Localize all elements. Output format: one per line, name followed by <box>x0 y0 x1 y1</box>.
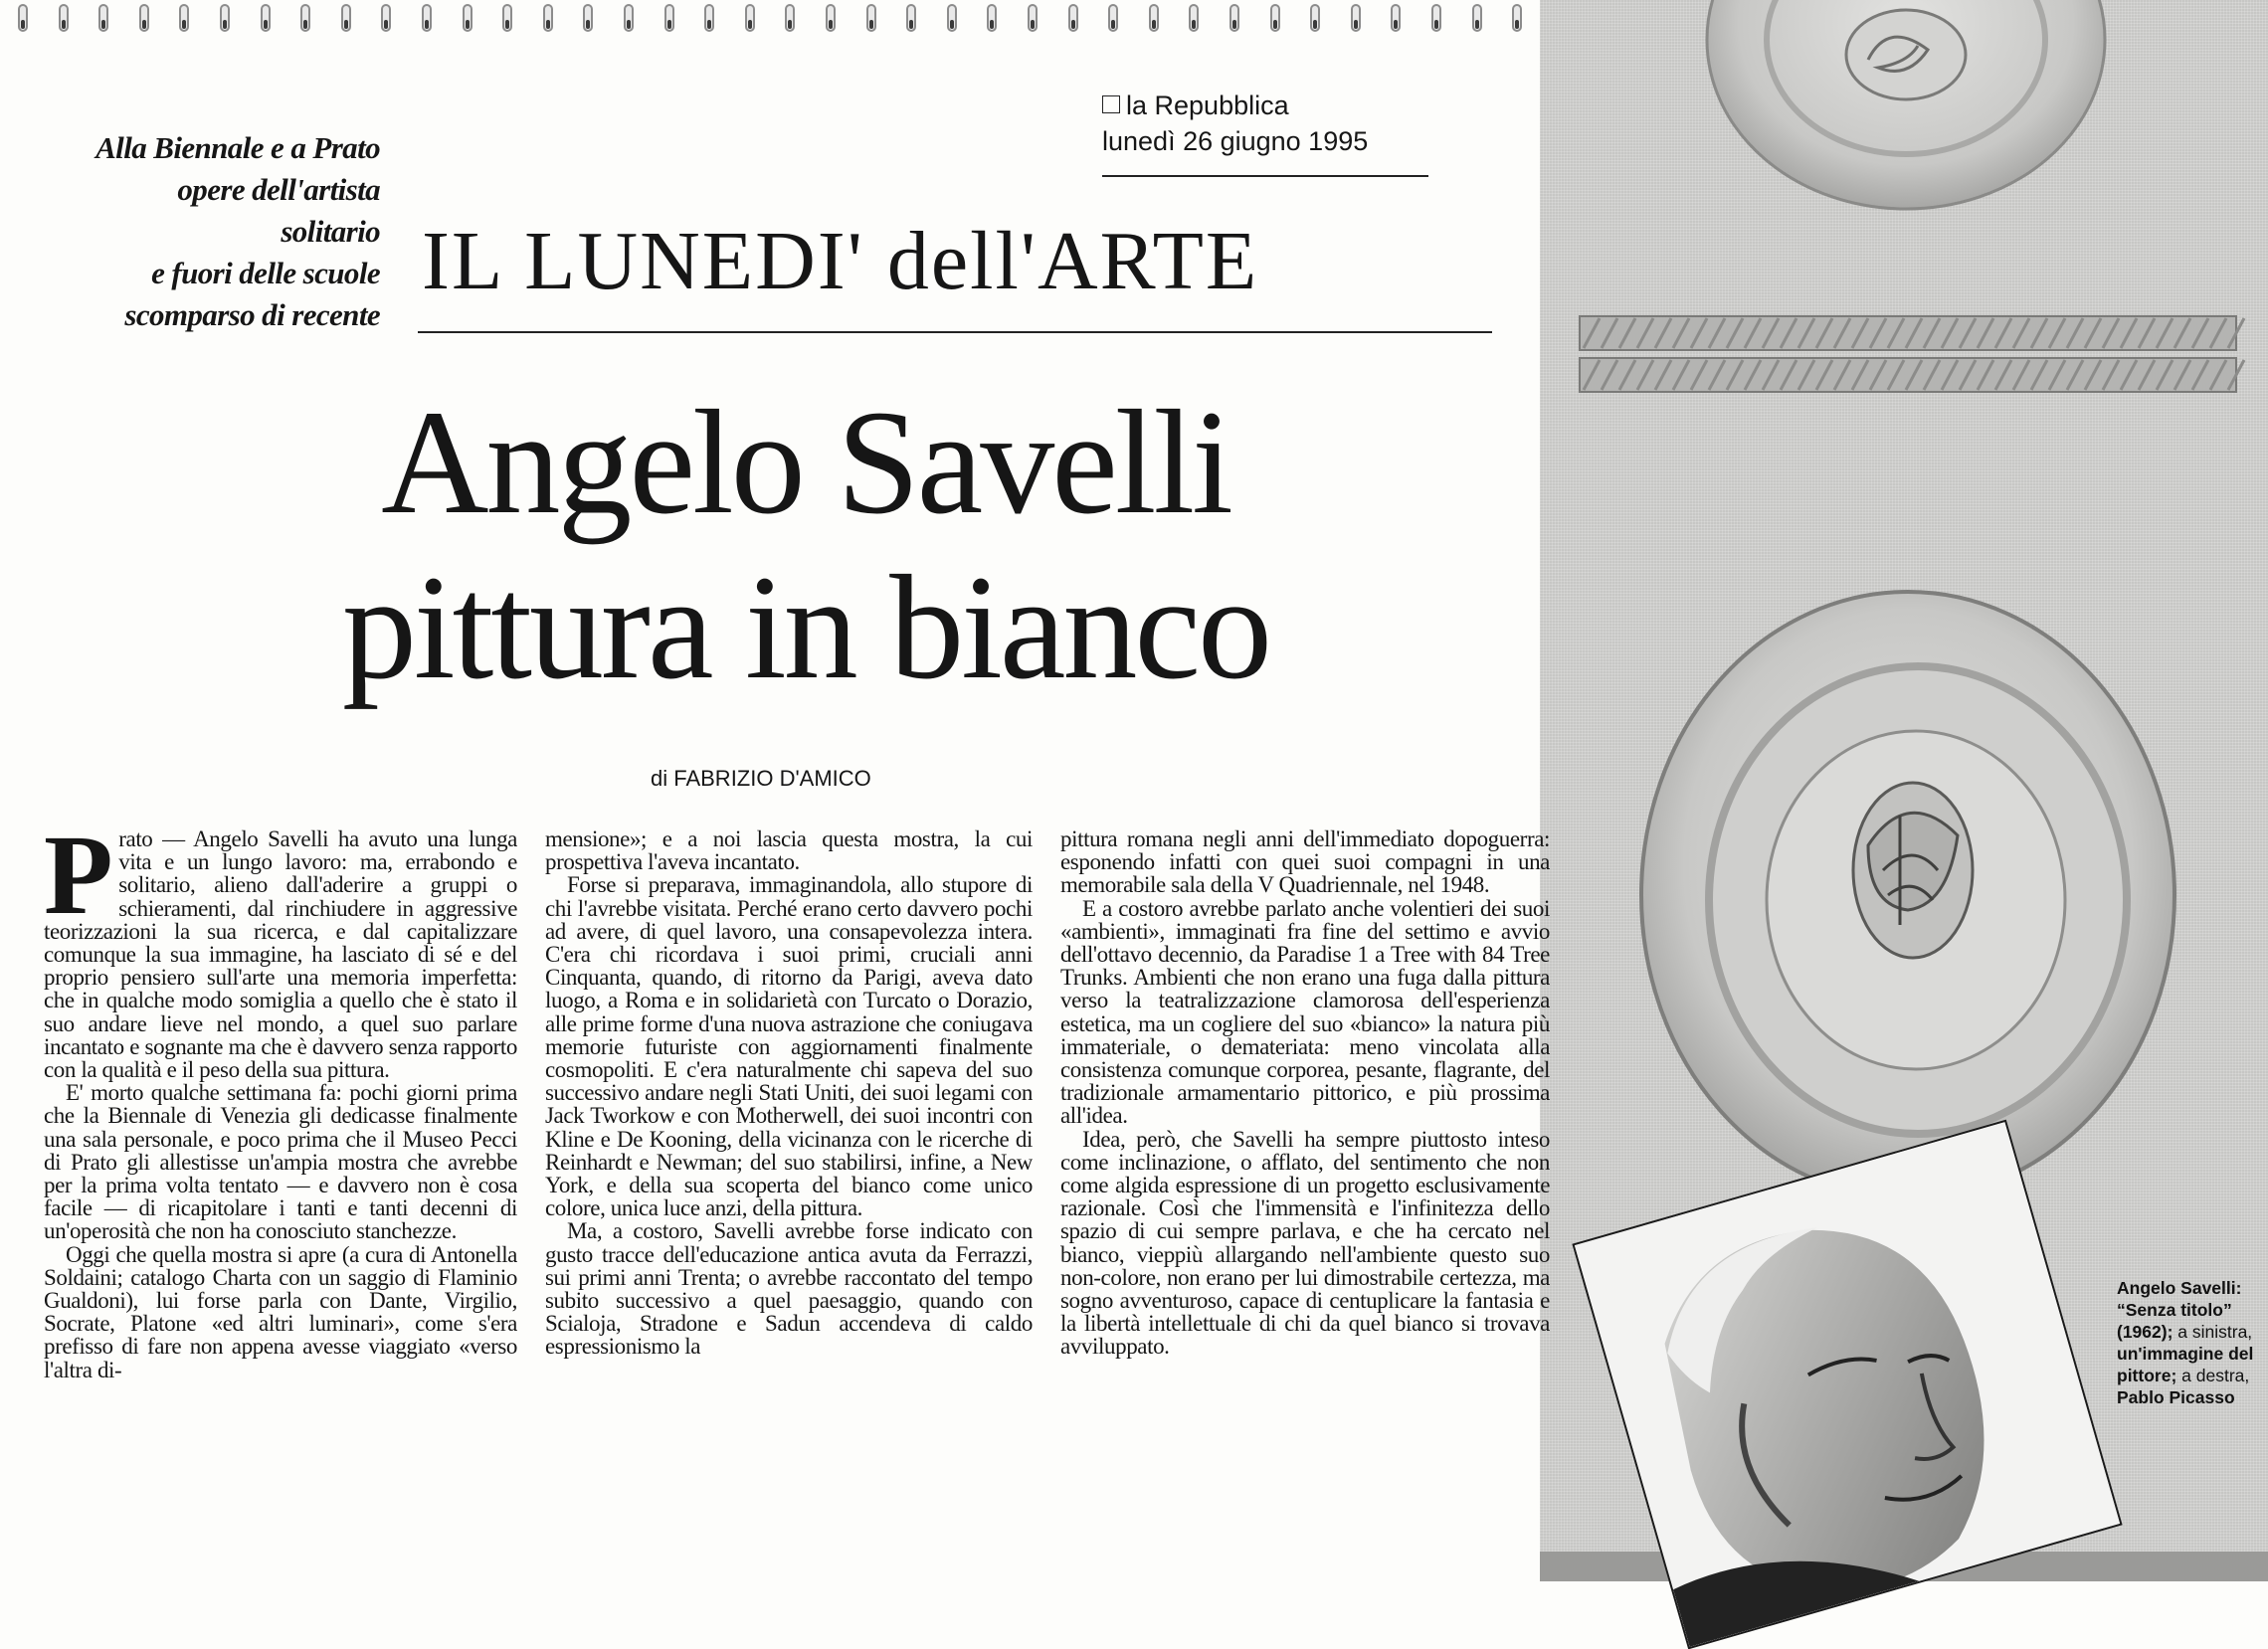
binding-ring <box>1270 4 1280 32</box>
kicker-line: opere dell'artista <box>177 172 380 207</box>
drop-cap: P <box>44 827 113 938</box>
article-paragraph: Forse si preparava, immaginandola, allo stupore di chi l'avrebbe visitata. Perché erano certo davvero pochi ad avere, di quel lavoro, una consapevolezza intera. C'era chi ricordava i suoi primi, cruciali anni Cinquanta, quando, di ritorno da Parigi, aveva dato luogo, a Roma e in solidarietà con Turcato o Dorazio, alle prime forme d'una nuova astrazione che coniugava memorie futuriste con aggiornamenti finalmente cosmopoliti. E c'era naturalmente chi sapeva del suo successivo andare negli Stati Uniti, dei suoi legami con Jack Tworkow e con Motherwell, dei suoi incontri con Kline e De Kooning, della vicinanza con le ricerche di Reinhardt e Newman; del suo stabilirsi, infine, a New York, e della sua scoperta del bianco come unico colore, unica luce anzi, della pittura. <box>545 872 1033 1221</box>
issue-date: lunedì 26 giugno 1995 <box>1102 126 1369 156</box>
article-paragraph: Ma, a costoro, Savelli avrebbe forse indicato con gusto tracce dell'educazione antica avuta da Ferrazzi, sui primi anni Trenta; o avrebbe raccontato del tempo subito successivo a quel paesaggio, quando con Scialoja, Stradone e Sadun accendeva di caldo espressionismo la <box>545 1218 1033 1360</box>
binding-ring <box>18 4 28 32</box>
article-paragraph: E a costoro avrebbe parlato anche volentieri dei suoi «ambienti», immaginati fra fine del settimo e avvio dell'ottavo decennio, da Paradise 1 a Tree with 84 Tree Trunks. Ambienti che non erano una fuga dalla pittura verso la teatralizzazione clamorosa dell'esperienza estetica, ma un cogliere del suo «bianco» la natura più immateriale, o demateriata: meno vincolata alla consistenza comunque corporea, pesante, flagrante, del tradizionale armamentario pittorico, e più prossima all'idea. <box>1060 895 1550 1129</box>
binding-ring <box>1108 4 1118 32</box>
binding-ring <box>664 4 674 32</box>
photo-caption <box>2117 1277 2256 1408</box>
binding-ring <box>261 4 271 32</box>
binding-ring <box>987 4 997 32</box>
section-title: IL LUNEDI' dell'ARTE <box>422 215 1259 307</box>
binding-ring <box>139 4 149 32</box>
binding-ring <box>543 4 553 32</box>
kicker-line: solitario <box>281 214 380 249</box>
article-column-3 <box>1060 827 1550 1484</box>
top-relief <box>1707 0 2105 209</box>
checkbox-square-icon <box>1102 95 1120 113</box>
binding-ring <box>826 4 836 32</box>
kicker-line: e fuori delle scuole <box>151 256 380 290</box>
article-paragraph: mensione»; e a noi lascia questa mostra, la cui prospettiva l'aveva incantato. <box>545 827 1033 875</box>
binding-ring <box>947 4 957 32</box>
caption-bold: un'immagine del pittore; <box>2117 1344 2254 1385</box>
binding-ring <box>98 4 108 32</box>
binding-ring <box>1189 4 1199 32</box>
binding-ring <box>381 4 391 32</box>
binding-ring <box>179 4 189 32</box>
byline: di FABRIZIO D'AMICO <box>651 766 871 791</box>
binding-ring <box>1310 4 1320 32</box>
binding-ring <box>1391 4 1401 32</box>
binding-ring <box>624 4 634 32</box>
kicker-line: Alla Biennale e a Prato <box>95 130 380 165</box>
binding-ring <box>341 4 351 32</box>
headline-line: Angelo Savelli <box>381 380 1230 545</box>
headline-line: pittura in bianco <box>341 545 1270 710</box>
headline <box>149 380 1462 710</box>
article-paragraph: Prato — Angelo Savelli ha avuto una lunga vita e un lungo lavoro: ma, errabondo e solitario, alieno dall'aderire a gruppi o schieramenti, dal rinchiudere in aggressive teorizzazioni la sua ricerca, e dal capitalizzare comunque la sua immagine, ha lasciato di sé e del proprio pensiero sull'arte una memoria imperfetta: che in qualche modo somiglia a quello che è stato il suo andare lieve nel mondo, a quel suo parlare incantato e sognante ma che è davvero senza rapporto con la qualità e il peso della sua pittura. <box>44 827 517 1083</box>
article-paragraph: pittura romana negli anni dell'immediato dopoguerra: esponendo infatti con quei suoi compagni in una memorabile sala della V Quadriennale, nel 1948. <box>1060 827 1550 898</box>
binding-ring <box>583 4 593 32</box>
article-paragraph: Oggi che quella mostra si apre (a cura di Antonella Soldaini; catalogo Charta con un saggio di Flaminio Gualdoni), lui forse parla con Dante, Virgilio, Socrate, Platone «ed altri luminari», come s'era prefisso di fare non appena avesse viaggiato «verso l'altra di- <box>44 1241 517 1382</box>
source-rule <box>1102 175 1428 177</box>
newspaper-name: la Repubblica <box>1126 91 1289 120</box>
article-column-2 <box>545 827 1033 1484</box>
binding-ring <box>1351 4 1361 32</box>
binding-ring <box>1472 4 1482 32</box>
binding-ring <box>220 4 230 32</box>
binding-ring <box>1431 4 1441 32</box>
binding-ring <box>866 4 876 32</box>
caption-bold: Angelo Savelli: “Senza titolo” (1962); <box>2117 1278 2242 1342</box>
binding-ring <box>502 4 512 32</box>
binding-ring <box>422 4 432 32</box>
binding-ring <box>704 4 714 32</box>
kicker-line: scomparso di recente <box>124 297 380 332</box>
binding-ring <box>785 4 795 32</box>
binding-ring <box>1068 4 1078 32</box>
newspaper-source <box>1102 88 1430 159</box>
article-paragraph: E' morto qualche settimana fa: pochi giorni prima che la Biennale di Venezia gli dedicasse finalmente una sala personale, e poco prima che il Museo Pecci di Prato gli allestisse un'ampia mostra che avrebbe per la prima volta tentato — e davvero non è cosa facile — di ricapitolare i tanti e tanti decenni di un'operosità che non ha conosciuto stanchezze. <box>44 1080 517 1244</box>
binding-ring <box>745 4 755 32</box>
binding-ring <box>1149 4 1159 32</box>
binding-ring <box>300 4 310 32</box>
caption-bold: Pablo Picasso <box>2117 1387 2235 1407</box>
binding-ring <box>59 4 69 32</box>
binding-ring <box>1512 4 1522 32</box>
article-column-1 <box>44 827 517 1484</box>
binding-ring <box>1028 4 1038 32</box>
kicker <box>40 127 380 336</box>
binding-ring <box>463 4 472 32</box>
binding-ring <box>1229 4 1239 32</box>
binding-ring <box>906 4 916 32</box>
article-paragraph: Idea, però, che Savelli ha sempre piuttosto inteso come inclinazione, o afflato, del sentimento che non come algida espressione di un progetto esclusivamente razionale. Così che l'immensità e l'infinitezza dello spazio di cui sempre parlava, e che ha cercato nel bianco, vieppiù allargando nell'ambiente questo suo non-colore, non erano per lui dimostrabile certezza, ma sogno avventuroso, capace di centuplicare la fantasia e la libertà intellettuale di chi da quel bianco si trovava avviluppato. <box>1060 1126 1550 1360</box>
caption-text: a destra, <box>2176 1366 2250 1385</box>
section-rule <box>418 331 1492 333</box>
caption-text: a sinistra, <box>2173 1322 2253 1342</box>
bottom-relief <box>1641 592 2174 1198</box>
